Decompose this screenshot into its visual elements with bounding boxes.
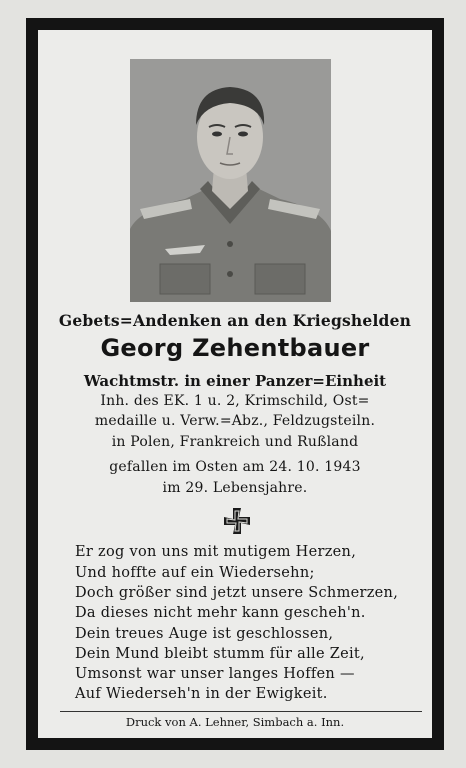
- death-date-line: gefallen im Osten am 24. 10. 1943: [109, 459, 361, 475]
- poem-line: Umsonst war unser langes Hoffen —: [75, 666, 355, 682]
- deceased-name: Georg Zehentbauer: [100, 334, 370, 362]
- memorial-heading: Gebets=Andenken an den Kriegshelden: [58, 311, 412, 330]
- divider: [60, 711, 422, 712]
- poem-line: Doch größer sind jetzt unsere Schmerzen,: [75, 585, 399, 601]
- soldier-portrait-photo: [130, 59, 331, 302]
- rank-line: Wachtmstr. in einer Panzer=Einheit: [83, 372, 387, 390]
- decorations-line: in Polen, Frankreich und Rußland: [111, 434, 359, 450]
- poem-line: Dein Mund bleibt stumm für alle Zeit,: [75, 646, 365, 662]
- poem-line: Er zog von uns mit mutigem Herzen,: [75, 544, 357, 560]
- poem-line: Auf Wiederseh'n in der Ewigkeit.: [75, 686, 328, 702]
- decorations-line: Inh. des EK. 1 u. 2, Krimschild, Ost=: [100, 393, 370, 409]
- printer-credit: Druck von A. Lehner, Simbach a. Inn.: [125, 715, 345, 729]
- iron-cross-icon: [222, 506, 252, 536]
- poem-line: Da dieses nicht mehr kann gescheh'n.: [75, 605, 366, 621]
- decorations-line: medaille u. Verw.=Abz., Feldzugsteiln.: [94, 413, 376, 429]
- age-line: im 29. Lebensjahre.: [162, 480, 308, 496]
- poem-line: Und hoffte auf ein Wiedersehn;: [75, 565, 315, 581]
- poem-line: Dein treues Auge ist geschlossen,: [75, 626, 334, 642]
